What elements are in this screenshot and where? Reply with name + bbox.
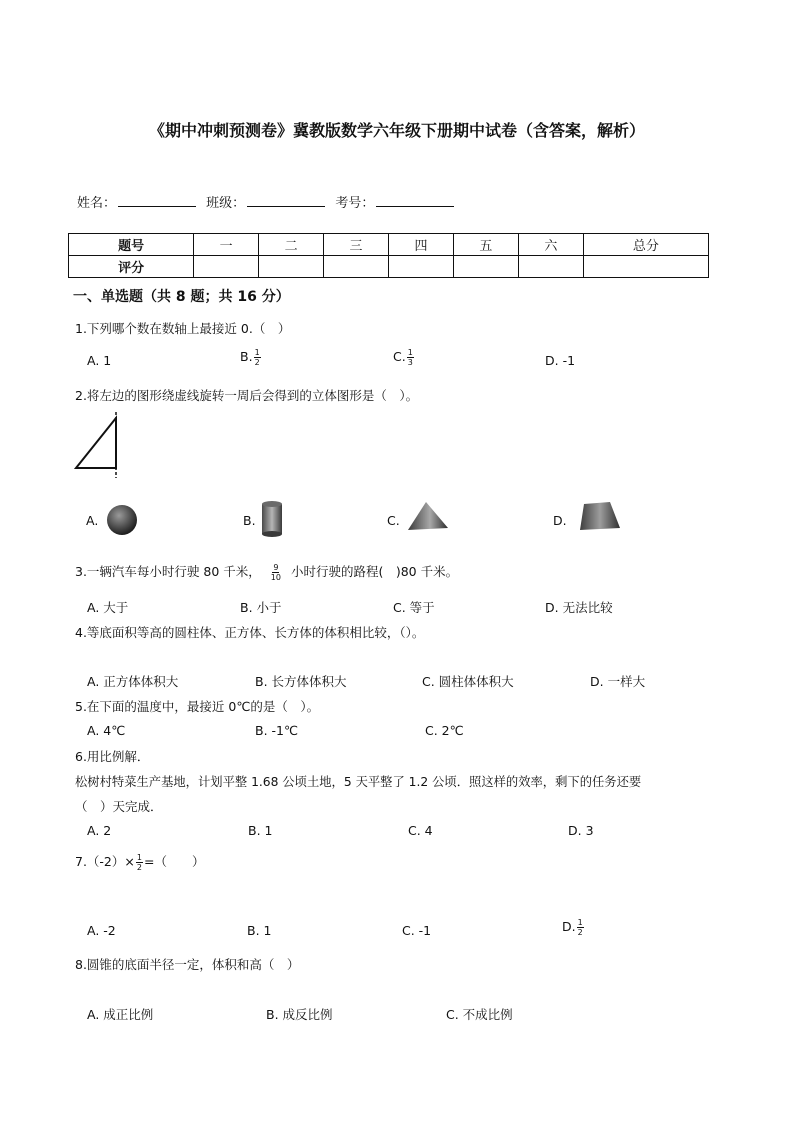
question-2: 2.将左边的图形绕虚线旋转一周后会得到的立体图形是（ ）。 [75, 388, 419, 403]
q4-option-b[interactable]: B. 长方体体积大 [255, 674, 347, 689]
name-blank[interactable] [118, 192, 196, 207]
score-row-label: 评分 [69, 256, 194, 278]
q2-option-c[interactable]: C. [387, 513, 400, 528]
question-4: 4.等底面积等高的圆柱体、正方体、长方体的体积相比较，（）。 [75, 625, 425, 640]
question-5: 5.在下面的温度中，最接近 0℃的是（ ）。 [75, 699, 320, 714]
frustum-image [576, 500, 624, 534]
fraction [254, 348, 261, 367]
question-1: 1.下列哪个数在数轴上最接近 0.（ ） [75, 321, 291, 336]
q7-text-start: 7.（-2）× [75, 854, 135, 869]
q7-text-end: =（ ） [143, 854, 205, 869]
question-3 [75, 562, 458, 582]
q4-option-c[interactable]: C. 圆柱体体积大 [422, 674, 514, 689]
q6-option-b[interactable]: B. 1 [248, 823, 273, 838]
score-cell[interactable] [194, 256, 259, 278]
student-info [77, 192, 460, 211]
fraction [136, 853, 143, 872]
q1-option-c[interactable] [393, 348, 415, 367]
score-header-cell: 三 [324, 234, 389, 256]
question-6-body: 松树村特菜生产基地，计划平整 1.68 公顷土地，5 天平整了 1.2 公顷．照这样的效率，剩下的任务还要 [75, 775, 642, 789]
q7-option-d-prefix: D. [562, 919, 576, 934]
score-header-cell: 二 [259, 234, 324, 256]
q1-option-c-prefix: C. [393, 349, 406, 364]
fraction-denominator: 2 [136, 863, 142, 872]
q1-option-d[interactable]: D. -1 [545, 353, 576, 368]
score-table-header-row [69, 234, 709, 256]
fraction-denominator: 2 [577, 928, 583, 937]
q6-option-a[interactable]: A. 2 [87, 823, 112, 838]
q1-option-b[interactable] [240, 348, 262, 367]
question-6-tail: （ ）天完成． [75, 799, 163, 814]
score-cell[interactable] [259, 256, 324, 278]
q3-option-c[interactable]: C. 等于 [393, 600, 435, 615]
cone-image [404, 500, 452, 536]
q8-option-c[interactable]: C. 不成比例 [446, 1007, 513, 1022]
score-table-score-row [69, 256, 709, 278]
q4-option-d[interactable]: D. 一样大 [590, 674, 646, 689]
fraction-numerator: 9 [273, 563, 279, 572]
fraction-denominator: 10 [270, 573, 281, 582]
q8-option-a[interactable]: A. 成正比例 [87, 1007, 154, 1022]
fraction [577, 918, 584, 937]
q2-option-d[interactable]: D. [553, 513, 567, 528]
q2-option-b[interactable]: B. [243, 513, 256, 528]
question-8: 8.圆锥的底面半径一定，体积和高（ ） [75, 957, 300, 972]
fraction-numerator: 1 [577, 918, 583, 927]
name-label: 姓名： [77, 196, 117, 211]
score-header-cell: 总分 [583, 234, 708, 256]
exam-number-blank[interactable] [376, 192, 454, 207]
class-blank[interactable] [247, 192, 325, 207]
triangle-rotation-figure [72, 412, 124, 478]
q5-option-a[interactable]: A. 4℃ [87, 723, 126, 738]
score-header-cell: 题号 [69, 234, 194, 256]
score-header-cell: 一 [194, 234, 259, 256]
fraction [407, 348, 414, 367]
q3-text-start: 3.一辆汽车每小时行驶 80 千米， [75, 564, 261, 579]
score-header-cell: 四 [388, 234, 453, 256]
score-cell[interactable] [583, 256, 708, 278]
q6-option-c[interactable]: C. 4 [408, 823, 433, 838]
fraction-numerator: 1 [407, 348, 413, 357]
q3-option-b[interactable]: B. 小于 [240, 600, 282, 615]
q8-option-b[interactable]: B. 成反比例 [266, 1007, 333, 1022]
question-7 [75, 852, 204, 872]
q5-option-b[interactable]: B. -1℃ [255, 723, 299, 738]
score-table [68, 233, 709, 278]
score-cell[interactable] [518, 256, 583, 278]
score-cell[interactable] [324, 256, 389, 278]
score-header-cell: 六 [518, 234, 583, 256]
q3-text-end: 小时行驶的路程( )80 千米。 [290, 564, 459, 579]
q1-option-a[interactable]: A. 1 [87, 353, 112, 368]
q1-option-b-prefix: B. [240, 349, 253, 364]
q7-option-a[interactable]: A. -2 [87, 923, 116, 938]
right-triangle-shape [76, 418, 116, 468]
fraction-denominator: 3 [407, 358, 413, 367]
q7-option-d[interactable] [562, 918, 585, 937]
sphere-image [104, 503, 140, 537]
q5-option-c[interactable]: C. 2℃ [425, 723, 464, 738]
fraction-numerator: 1 [254, 348, 260, 357]
score-cell[interactable] [453, 256, 518, 278]
page-title: 《期中冲刺预测卷》冀教版数学六年级下册期中试卷（含答案，解析） [148, 121, 645, 140]
score-header-cell: 五 [453, 234, 518, 256]
class-label: 班级： [206, 196, 246, 211]
q3-option-d[interactable]: D. 无法比较 [545, 600, 613, 615]
fraction-denominator: 2 [254, 358, 260, 367]
cylinder-image [258, 500, 288, 538]
q7-option-c[interactable]: C. -1 [402, 923, 432, 938]
exam-number-label: 考号： [335, 196, 375, 211]
q3-option-a[interactable]: A. 大于 [87, 600, 129, 615]
fraction-numerator: 1 [136, 853, 142, 862]
q6-option-d[interactable]: D. 3 [568, 823, 594, 838]
q4-option-a[interactable]: A. 正方体体积大 [87, 674, 179, 689]
question-6-title: 6.用比例解． [75, 749, 150, 764]
fraction [271, 563, 281, 582]
q2-option-a[interactable]: A. [86, 513, 99, 528]
score-cell[interactable] [388, 256, 453, 278]
section-heading: 一、单选题（共 8 题；共 16 分） [73, 289, 290, 305]
q7-option-b[interactable]: B. 1 [247, 923, 272, 938]
